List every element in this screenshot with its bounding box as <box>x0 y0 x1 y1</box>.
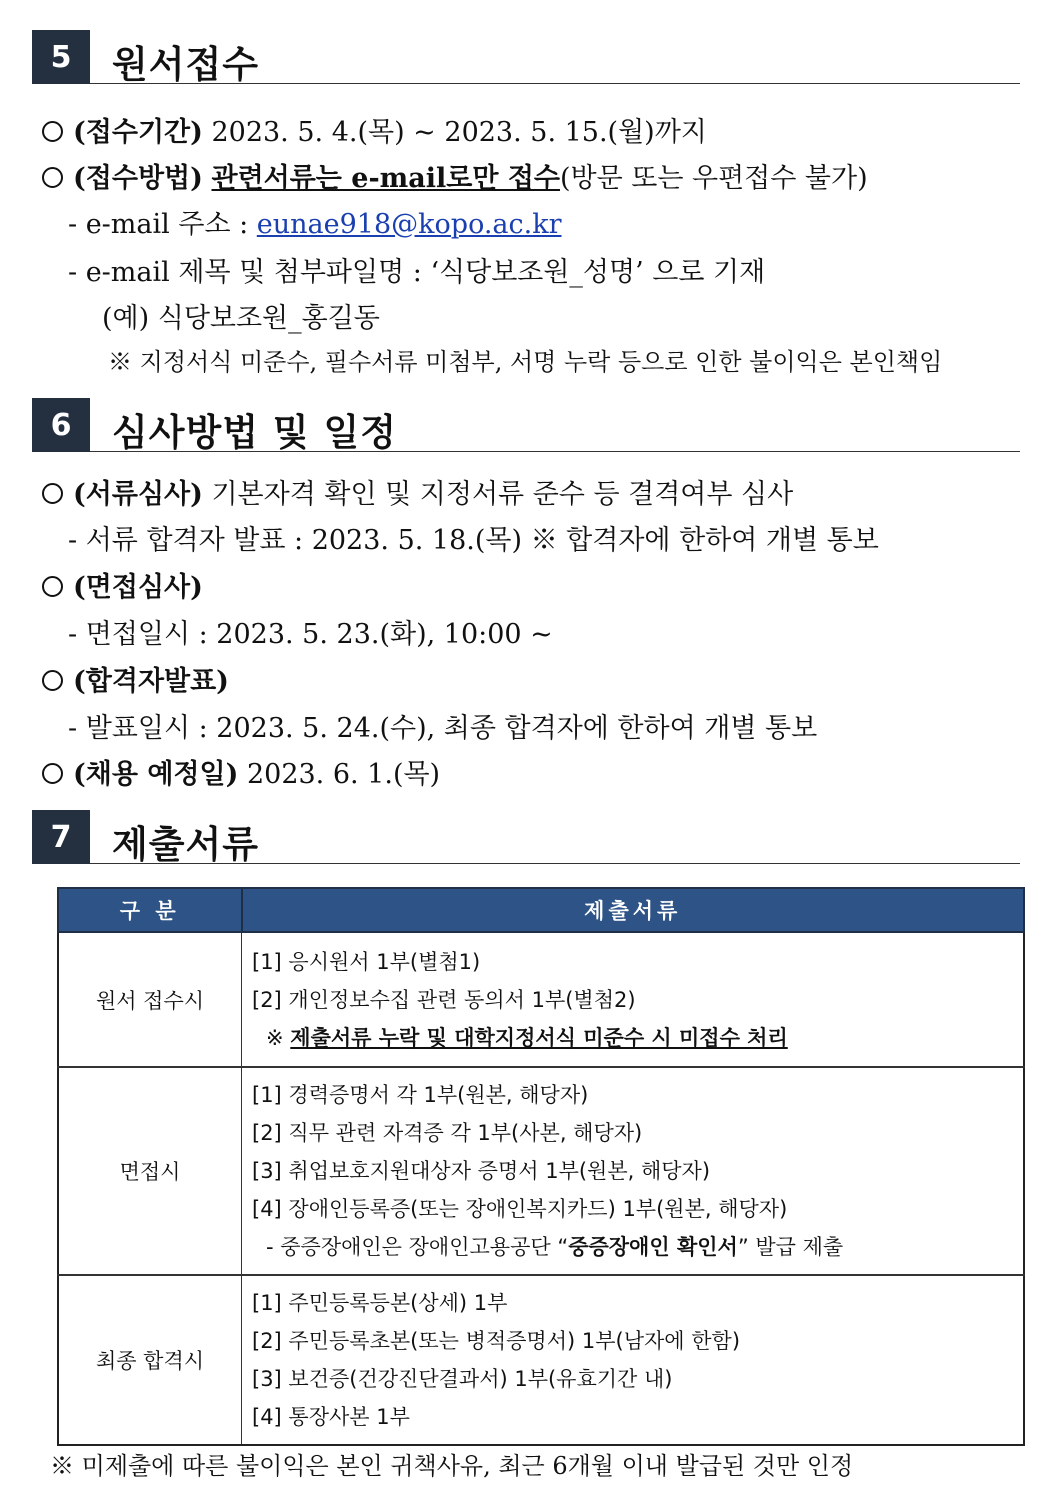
email-line <box>68 202 562 241</box>
table-row <box>58 1067 1024 1275</box>
bullet-circle-icon <box>42 763 63 784</box>
list-item: [2] 주민등록초본(또는 병적증명서) 1부(남자에 한함) <box>252 1329 741 1353</box>
section-divider <box>90 83 1020 84</box>
method-rest: (방문 또는 우편접수 불가) <box>559 163 868 194</box>
bullet-circle-icon <box>42 121 63 142</box>
bullet-circle-icon <box>42 670 63 691</box>
doc-review-value: 기본자격 확인 및 지정서류 준수 등 결격여부 심사 <box>202 479 794 510</box>
list-item: [1] 응시원서 1부(별첨1) <box>252 949 481 974</box>
section-7-header <box>32 810 1020 864</box>
list-item: [1] 경력증명서 각 1부(원본, 해당자) <box>252 1083 589 1107</box>
header-documents: 제출서류 <box>242 888 1025 932</box>
method-emphasis: 관련서류는 e-mail로만 접수 <box>211 163 560 194</box>
row-category: 원서 접수시 <box>58 932 242 1067</box>
list-item: [2] 직무 관련 자격증 각 1부(사본, 해당자) <box>252 1121 643 1145</box>
table-row <box>58 932 1024 1067</box>
example-line: (예) 식당보조원_홍길동 <box>102 303 380 334</box>
section-title: 원서접수 <box>112 43 259 86</box>
list-sub-item <box>252 1228 1013 1266</box>
documents-table <box>57 887 1025 1446</box>
bullet-circle-icon <box>42 167 63 188</box>
hire-date-value: 2023. 6. 1.(목) <box>238 759 441 790</box>
period-line <box>42 110 707 149</box>
method-line <box>42 156 868 195</box>
row-items <box>242 1067 1025 1275</box>
section-number: 5 <box>32 30 90 84</box>
period-label: (접수기간) <box>73 117 203 148</box>
list-item: [3] 취업보호지원대상자 증명서 1부(원본, 해당자) <box>252 1159 711 1183</box>
section-number: 6 <box>32 398 90 452</box>
section-5-header <box>32 30 1020 84</box>
table-header-row <box>58 888 1024 932</box>
email-link[interactable]: eunae918@kopo.ac.kr <box>256 209 562 240</box>
note-text: 제출서류 누락 및 대학지정서식 미준수 시 미접수 처리 <box>290 1025 788 1050</box>
section-6-header <box>32 398 1020 452</box>
final-announce-label: (합격자발표) <box>73 666 229 697</box>
notice-line: ※ 지정서식 미준수, 필수서류 미첨부, 서명 누락 등으로 인한 불이익은 본인책임 <box>108 348 943 376</box>
doc-review-line <box>42 472 793 511</box>
row-items <box>242 1275 1025 1445</box>
list-item: [3] 보건증(건강진단결과서) 1부(유효기간 내) <box>252 1367 673 1391</box>
doc-announce-line: - 서류 합격자 발표 : 2023. 5. 18.(목) ※ 합격자에 한하여 개별 통보 <box>68 525 879 556</box>
interview-date-line: - 면접일시 : 2023. 5. 23.(화), 10:00 ~ <box>68 619 553 650</box>
header-category: 구 분 <box>58 888 242 932</box>
interview-line <box>42 565 203 604</box>
hire-date-line <box>42 752 440 791</box>
section-title: 제출서류 <box>112 823 259 866</box>
method-label: (접수방법) <box>73 163 203 194</box>
doc-review-label: (서류심사) <box>73 479 203 510</box>
section-title: 심사방법 및 일정 <box>112 411 397 454</box>
row-category: 면접시 <box>58 1067 242 1275</box>
bullet-circle-icon <box>42 483 63 504</box>
list-item: [2] 개인정보수집 관련 동의서 1부(별첨2) <box>252 987 636 1012</box>
list-item: [4] 장애인등록증(또는 장애인복지카드) 1부(원본, 해당자) <box>252 1197 788 1221</box>
footer-note: ※ 미제출에 따른 불이익은 본인 귀책사유, 최근 6개월 이내 발급된 것만 인정 <box>50 1452 854 1480</box>
sub-item-post: ” 발급 제출 <box>737 1235 844 1259</box>
section-divider <box>90 451 1020 452</box>
table-row <box>58 1275 1024 1445</box>
list-item: [4] 통장사본 1부 <box>252 1405 410 1429</box>
row-category: 최종 합격시 <box>58 1275 242 1445</box>
final-date-line: - 발표일시 : 2023. 5. 24.(수), 최종 합격자에 한하여 개별 통보 <box>68 713 818 744</box>
sub-item-pre: - 중증장애인은 장애인고용공단 “ <box>266 1235 569 1259</box>
period-value: 2023. 5. 4.(목) ~ 2023. 5. 15.(월)까지 <box>202 117 707 148</box>
final-announce-line <box>42 659 229 698</box>
hire-date-label: (채용 예정일) <box>73 759 239 790</box>
note-mark: ※ <box>266 1025 291 1050</box>
subject-line: - e-mail 제목 및 첨부파일명 : ‘식당보조원_성명’ 으로 기재 <box>68 257 766 288</box>
list-note <box>252 1019 1013 1057</box>
list-item: [1] 주민등록등본(상세) 1부 <box>252 1291 508 1315</box>
section-divider <box>90 863 1020 864</box>
interview-label: (면접심사) <box>73 572 203 603</box>
bullet-circle-icon <box>42 576 63 597</box>
section-number: 7 <box>32 810 90 864</box>
email-prefix: - e-mail 주소 : <box>68 209 257 240</box>
row-items <box>242 932 1025 1067</box>
sub-item-emphasis: 중증장애인 확인서 <box>568 1235 738 1259</box>
